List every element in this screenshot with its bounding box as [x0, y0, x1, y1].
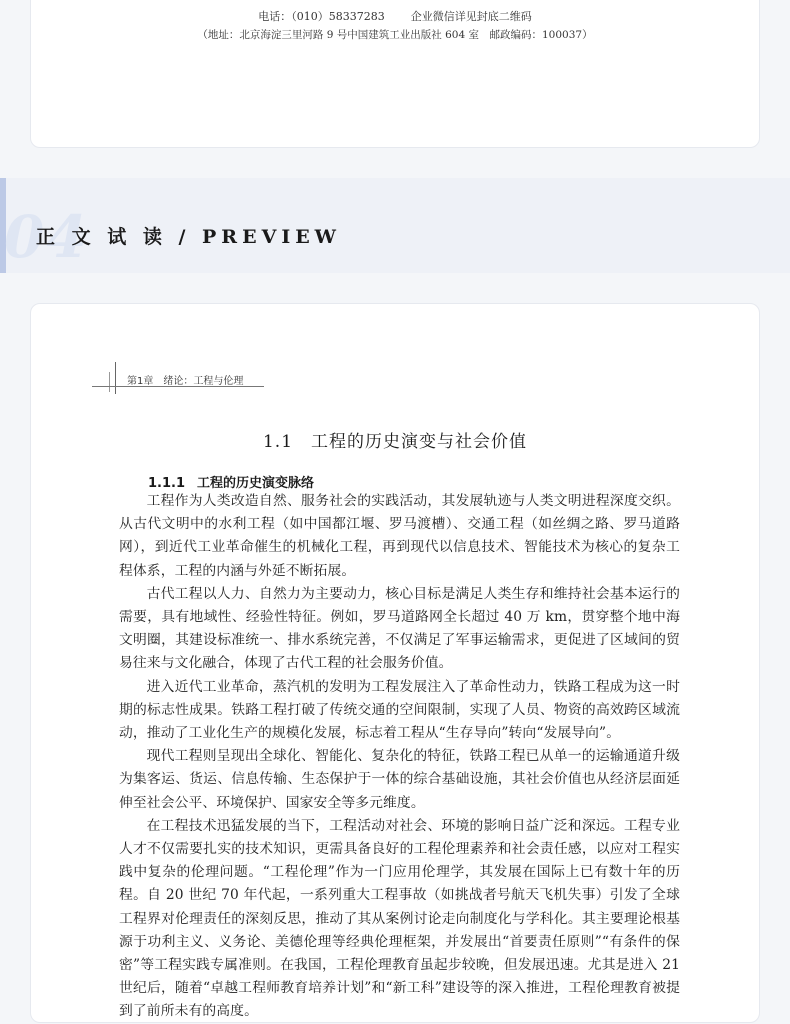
body-text [119, 490, 680, 1024]
book-section-number: 1.1 [262, 432, 294, 452]
paragraph: 进入近代工业革命，蒸汽机的发明为工程发展注入了革命性动力，铁路工程成为这一时期的标志性成果。铁路工程打破了传统交通的空间限制，实现了人员、物资的高效跨区域流动，推动了工业化生产的规模化发展，标志着工程从“生存导向”转向“发展导向”。 [119, 678, 680, 742]
subsection-number: 1.1.1 [148, 476, 186, 491]
contact-service-line [31, 0, 759, 1]
book-section-title: 工程的历史演变与社会价值 [311, 432, 528, 452]
section-title: 正 文 试 读 / PREVIEW [36, 226, 342, 248]
chapter-rule-vertical [115, 362, 116, 394]
subsection-heading [148, 472, 314, 491]
contact-wechat: 企业微信详见封底二维码 [410, 10, 532, 23]
chapter-tick-decoration [109, 372, 110, 392]
subsection-title: 工程的历史演变脉络 [197, 476, 315, 491]
contact-phone: 电话：（010）58337283 [258, 10, 385, 23]
book-section-heading [0, 427, 790, 452]
paragraph: 工程作为人类改造自然、服务社会的实践活动，其发展轨迹与人类文明进程深度交织。从古代文明中的水利工程（如中国都江堰、罗马渡槽）、交通工程（如丝绸之路、罗马道路网），到近代工业革命催生的机械化工程，再到现代以信息技术、智能技术为核心的复杂工程体系，工程的内涵与外延不断拓展。 [119, 493, 680, 579]
paragraph: 古代工程以人力、自然力为主要动力，核心目标是满足人类生存和维持社会基本运行的需要，具有地域性、经验性特征。例如，罗马道路网全长超过 40 万 km，贯穿整个地中海文明圈，其建设标准统一、排水系统完善，不仅满足了军事运输需求，更促进了区域间的贸易往来与文化融合，体现了古代工程的社会服务价值。 [119, 585, 680, 672]
contact-phone-line [31, 8, 759, 24]
paragraph: 现代工程则呈现出全球化、智能化、复杂化的特征，铁路工程已从单一的运输通道升级为集客运、货运、信息传输、生态保护于一体的综合基础设施，其社会价值也从经济层面延伸至社会公平、环境保护、国家安全等多元维度。 [119, 748, 680, 811]
chapter-running-header: 第1章 绪论：工程与伦理 [127, 376, 244, 387]
contact-address: （地址：北京海淀三里河路 9 号中国建筑工业出版社 604 室 邮政编码：100037） [197, 29, 593, 41]
section-number-watermark: 04 [4, 203, 89, 271]
contact-card [30, 0, 760, 148]
paragraph: 在工程技术迅猛发展的当下，工程活动对社会、环境的影响日益广泛和深远。工程专业人才不仅需要扎实的技术知识，更需具备良好的工程伦理素养和社会责任感，以应对工程实践中复杂的伦理问题。“工程伦理”作为一门应用伦理学，其发展在国际上已有数十年的历程。自 20 世纪 70 年代起，一系列重大工程事故（如挑战者号航天飞机失事）引发了全球工程界对伦理责任的深刻反思，推动了其从案例讨论走向制度化与学科化。其主要理论根基源于功利主义、义务论、美德伦理等经典伦理框架，并发展出“首要责任原则”“有条件的保密”等工程实践专属准则。在我国，工程伦理教育虽起步较晚，但发展迅速。尤其是进入 21 世纪后，随着“卓越工程师教育培养计划”和“新工科”建设等的深入推进，工程伦理教育被提到了前所未有的高度。 [119, 817, 680, 1020]
